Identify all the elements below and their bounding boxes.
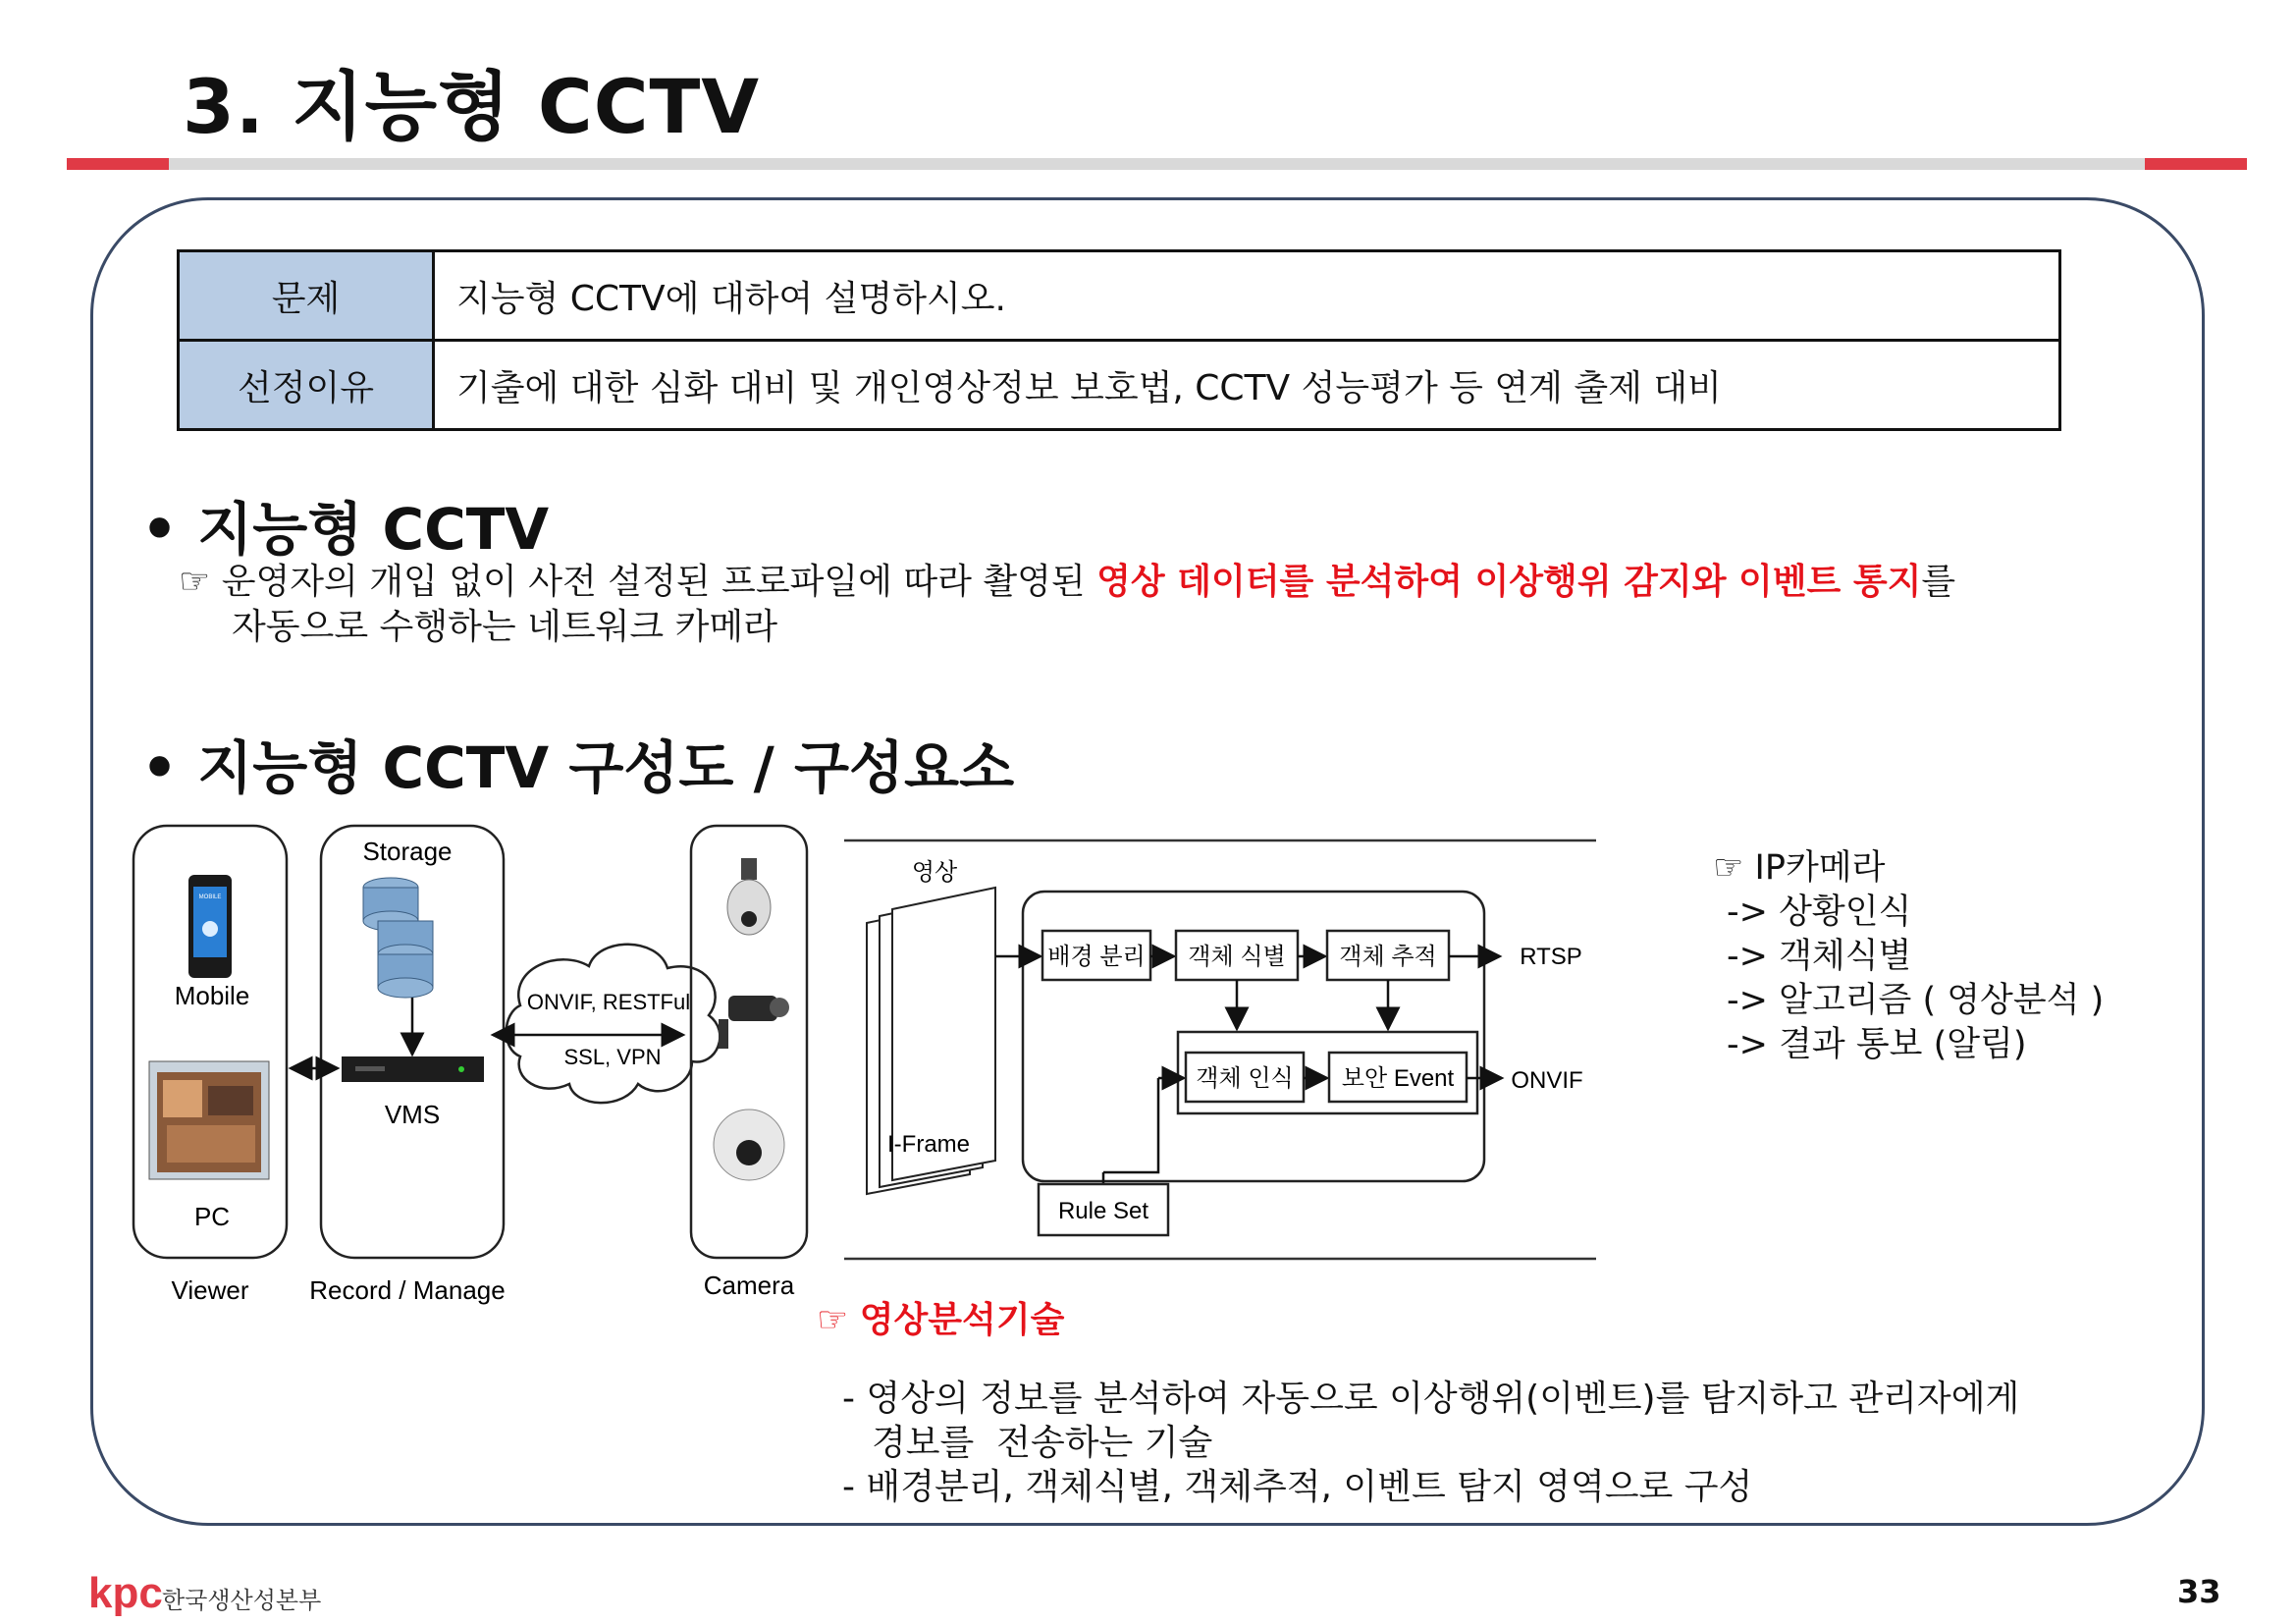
cloud-security-label: SSL, VPN: [563, 1045, 662, 1069]
video-analysis-line3: - 배경분리, 객체식별, 객체추적, 이벤트 탐지 영역으로 구성: [842, 1467, 1753, 1507]
list-item: -> 상황인식: [1727, 893, 1912, 932]
mobile-phone-icon: [188, 875, 232, 978]
mobile-screen-label: MOBILE: [198, 894, 222, 900]
page-number: 33: [2177, 1573, 2221, 1610]
obj-id-label: 객체 식별: [1188, 944, 1286, 970]
obj-track-label: 객체 추적: [1339, 944, 1437, 970]
ptz-camera-icon: [727, 858, 771, 935]
ip-camera-notes: [1713, 846, 2104, 1067]
ip-camera-list: [1713, 891, 2104, 1067]
bullet-camera-icon: [719, 996, 789, 1049]
architecture-diagram: [128, 821, 1600, 1312]
cloud-protocols-label: ONVIF, RESTFul: [526, 990, 691, 1014]
section2-title: 지능형 CCTV 구성도 / 구성요소: [197, 734, 1015, 801]
list-item: -> 객체식별: [1727, 937, 1912, 976]
ip-camera-title: [1713, 846, 2104, 891]
obj-recog-label: 객체 인식: [1196, 1065, 1294, 1092]
organization-name: 한국생산성본부: [162, 1587, 322, 1614]
bg-sep-label: 배경 분리: [1047, 944, 1146, 970]
list-item: -> 알고리즘 ( 영상분석 ): [1727, 981, 2105, 1020]
section2-heading: [141, 722, 1014, 804]
row-value-reason: 기출에 대한 심화 대비 및 개인영상정보 보호법, CCTV 성능평가 등 연계 출제 대비: [434, 341, 2060, 430]
pc-monitor-icon: [149, 1061, 269, 1179]
header-accent-left: [67, 158, 169, 170]
iframe-label: I-Frame: [887, 1131, 970, 1158]
page-title: 3. 지능형 CCTV: [183, 63, 761, 150]
camera-label: Camera: [703, 1271, 795, 1300]
header-divider: [67, 158, 2247, 170]
video-analysis-line1: - 영상의 정보를 분석하여 자동으로 이상행위(이벤트)를 탐지하고 관리자에게: [842, 1379, 2020, 1419]
section1-heading: [141, 483, 549, 566]
section1-title: 지능형 CCTV: [197, 496, 550, 563]
section1-desc-line2: 자동으로 수행하는 네트워크 카메라: [232, 607, 777, 647]
bullet-dot: •: [141, 496, 179, 563]
storage-label: Storage: [362, 837, 453, 866]
ip-camera-title-text: IP카메라: [1754, 848, 1886, 888]
sec-event-label: 보안 Event: [1341, 1065, 1455, 1092]
storage-database-icon: [363, 878, 433, 998]
row-label-reason: 선정이유: [179, 341, 434, 430]
vms-recorder-icon: [342, 1056, 484, 1082]
list-item: -> 결과 통보 (알림): [1727, 1025, 2027, 1064]
row-label-problem: 문제: [179, 251, 434, 341]
row-value-problem: 지능형 CCTV에 대하여 설명하시오.: [434, 251, 2060, 341]
header-accent-right: [2145, 158, 2247, 170]
record-manage-label: Record / Manage: [309, 1275, 506, 1305]
table-row: [179, 341, 2060, 430]
bullet-dot: •: [141, 734, 179, 801]
video-label: 영상: [911, 859, 958, 886]
dome-camera-icon: [714, 1110, 784, 1180]
table-row: [179, 251, 2060, 341]
video-analysis-title: 영상분석기술: [859, 1300, 1065, 1340]
info-table: [177, 249, 2061, 431]
desc-highlight: 영상 데이터를 분석하여 이상행위 감지와 이벤트 통지: [1096, 562, 1922, 602]
rule-set-label: Rule Set: [1057, 1198, 1149, 1224]
section1-description: [179, 560, 2103, 604]
video-analysis-line2: 경보를 전송하는 기술: [872, 1423, 1213, 1463]
network-cloud-shape: [507, 945, 721, 1103]
onvif-label: ONVIF: [1511, 1067, 1583, 1094]
video-analysis-heading: [817, 1292, 1064, 1342]
rtsp-label: RTSP: [1520, 944, 1582, 970]
desc-suffix: 를: [1921, 562, 1956, 602]
hand-pointer-icon: ☞: [817, 1300, 849, 1340]
hand-pointer-icon: ☞: [1713, 848, 1744, 888]
kpc-logo: kpc: [88, 1569, 163, 1617]
hand-pointer-icon: ☞: [179, 562, 211, 602]
vms-label: VMS: [384, 1100, 441, 1129]
viewer-label: Viewer: [171, 1275, 249, 1305]
pc-label: PC: [193, 1202, 231, 1231]
mobile-label: Mobile: [174, 981, 250, 1010]
desc-text: 운영자의 개입 없이 사전 설정된 프로파일에 따라 촬영된: [221, 562, 1086, 602]
